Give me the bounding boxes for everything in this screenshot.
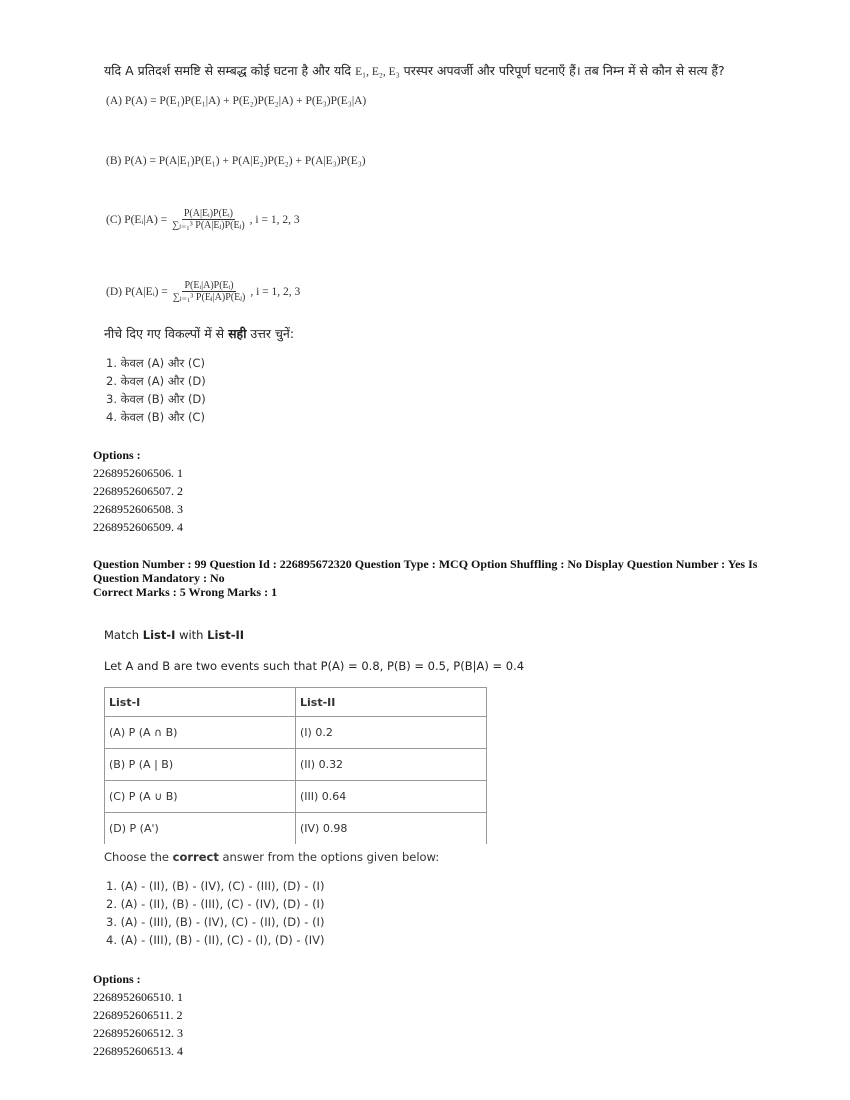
q99-option-id: 2268952606513. 4 — [93, 1044, 183, 1058]
q98-option-id: 2268952606508. 3 — [93, 502, 183, 516]
q99-choose-instruction — [104, 850, 439, 864]
q98-statement-d-label: (D) P(A|Eᵢ) = — [106, 285, 168, 298]
q98-statement-c-fraction — [170, 208, 247, 231]
q98-statement-c-label: (C) P(Eᵢ|A) = — [106, 213, 168, 226]
q98-statement-a: (A) P(A) = P(E₁)P(E₁|A) + P(E₂)P(E₂|A) + P(E₃)P(E₃|A) — [106, 95, 367, 107]
q98-statement-c — [106, 208, 300, 231]
q99-match-table — [104, 687, 487, 844]
q99-match-pre: Match — [104, 628, 143, 642]
q98-options-heading: Options : — [93, 448, 141, 462]
q98-choice: 4. केवल (B) और (C) — [106, 410, 205, 424]
q99-option-id: 2268952606512. 3 — [93, 1026, 183, 1040]
q99-options — [93, 970, 183, 1060]
q99-choice: 4. (A) - (III), (B) - (II), (C) - (I), (D) - (IV) — [106, 933, 325, 947]
table-cell: (IV) 0.98 — [296, 813, 487, 845]
table-cell: (A) P (A ∩ B) — [105, 717, 296, 749]
table-cell: (I) 0.2 — [296, 717, 487, 749]
q99-option-id: 2268952606510. 1 — [93, 990, 183, 1004]
q98-statement-b: (B) P(A) = P(A|E₁)P(E₁) + P(A|E₂)P(E₂) + P(A|E₃)P(E₃) — [106, 155, 366, 167]
q98-statement-c-tail: , i = 1, 2, 3 — [249, 213, 300, 226]
table-row — [105, 717, 487, 749]
q99-match-with: with — [175, 628, 208, 642]
table-cell: (B) P (A | B) — [105, 749, 296, 781]
table-header-row — [105, 688, 487, 717]
q99-choose-post: answer from the options given below: — [218, 850, 440, 864]
q99-match-list1: List-I — [142, 628, 176, 642]
q98-choice: 3. केवल (B) और (D) — [106, 392, 206, 406]
q99-choose-pre: Choose the — [104, 850, 173, 864]
q98-instruction-post: उत्तर चुनें: — [246, 326, 295, 341]
q98-prompt-events: E₁, E₂, E₃ — [355, 66, 400, 78]
q98-instruction — [104, 325, 294, 342]
q98-prompt-post: परस्पर अपवर्जी और परिपूर्ण घटनाएँ हैं। तब निम्न में से कौन से सत्य हैं? — [403, 63, 725, 78]
q99-choice: 2. (A) - (II), (B) - (III), (C) - (IV), (D) - (I) — [106, 897, 325, 911]
table-cell: (III) 0.64 — [296, 781, 487, 813]
table-cell: (C) P (A ∪ B) — [105, 781, 296, 813]
table-row — [105, 813, 487, 845]
q98-option-id: 2268952606506. 1 — [93, 466, 183, 480]
q99-match-list2: List-II — [207, 628, 245, 642]
table-cell: (D) P (A') — [105, 813, 296, 845]
q98-instruction-bold: सही — [228, 326, 247, 341]
q98-statement-d-numerator: P(Eᵢ|A)P(Eᵢ) — [184, 280, 234, 291]
q98-option-id: 2268952606507. 2 — [93, 484, 183, 498]
q99-option-id: 2268952606511. 2 — [93, 1008, 183, 1022]
q98-statement-d — [106, 280, 300, 303]
q99-meta-line: Question Mandatory : No — [93, 571, 225, 585]
table-header-cell: List-I — [105, 688, 296, 717]
q98-choice: 1. केवल (A) और (C) — [106, 356, 205, 370]
q98-prompt-pre: यदि A प्रतिदर्श समष्टि से सम्बद्ध कोई घटना है और यदि — [104, 63, 352, 78]
q99-choice: 3. (A) - (III), (B) - (IV), (C) - (II), (D) - (I) — [106, 915, 325, 929]
q98-choice-list — [106, 354, 206, 426]
q99-meta-line: Question Number : 99 Question Id : 226895672320 Question Type : MCQ Option Shuffling : No Display Question Number : Yes Is — [93, 557, 758, 571]
q98-options — [93, 446, 183, 536]
q99-match-line — [104, 628, 244, 642]
q99-options-heading: Options : — [93, 972, 141, 986]
q98-statement-c-denominator: ∑ⱼ₌₁³ P(A|Eⱼ)P(Eⱼ) — [172, 220, 245, 231]
q99-meta-line: Correct Marks : 5 Wrong Marks : 1 — [93, 585, 278, 599]
q98-choice: 2. केवल (A) और (D) — [106, 374, 206, 388]
q99-choice: 1. (A) - (II), (B) - (IV), (C) - (III), (D) - (I) — [106, 879, 325, 893]
q99-choose-bold: correct — [172, 850, 219, 864]
table-cell: (II) 0.32 — [296, 749, 487, 781]
q99-given: Let A and B are two events such that P(A) = 0.8, P(B) = 0.5, P(B|A) = 0.4 — [104, 659, 525, 673]
q98-statement-c-numerator: P(A|Eᵢ)P(Eᵢ) — [183, 208, 233, 219]
q99-choice-list — [106, 877, 324, 949]
q98-prompt — [104, 62, 824, 79]
q98-statement-d-fraction — [171, 280, 248, 303]
q98-statement-d-denominator: ∑ⱼ₌₁³ P(Eⱼ|A)P(Eⱼ) — [172, 292, 246, 303]
q99-meta — [93, 557, 793, 599]
q98-statement-d-tail: , i = 1, 2, 3 — [250, 285, 301, 298]
q98-instruction-pre: नीचे दिए गए विकल्पों में से — [104, 326, 229, 341]
table-header-cell: List-II — [296, 688, 487, 717]
table-row — [105, 749, 487, 781]
table-row — [105, 781, 487, 813]
q98-option-id: 2268952606509. 4 — [93, 520, 183, 534]
